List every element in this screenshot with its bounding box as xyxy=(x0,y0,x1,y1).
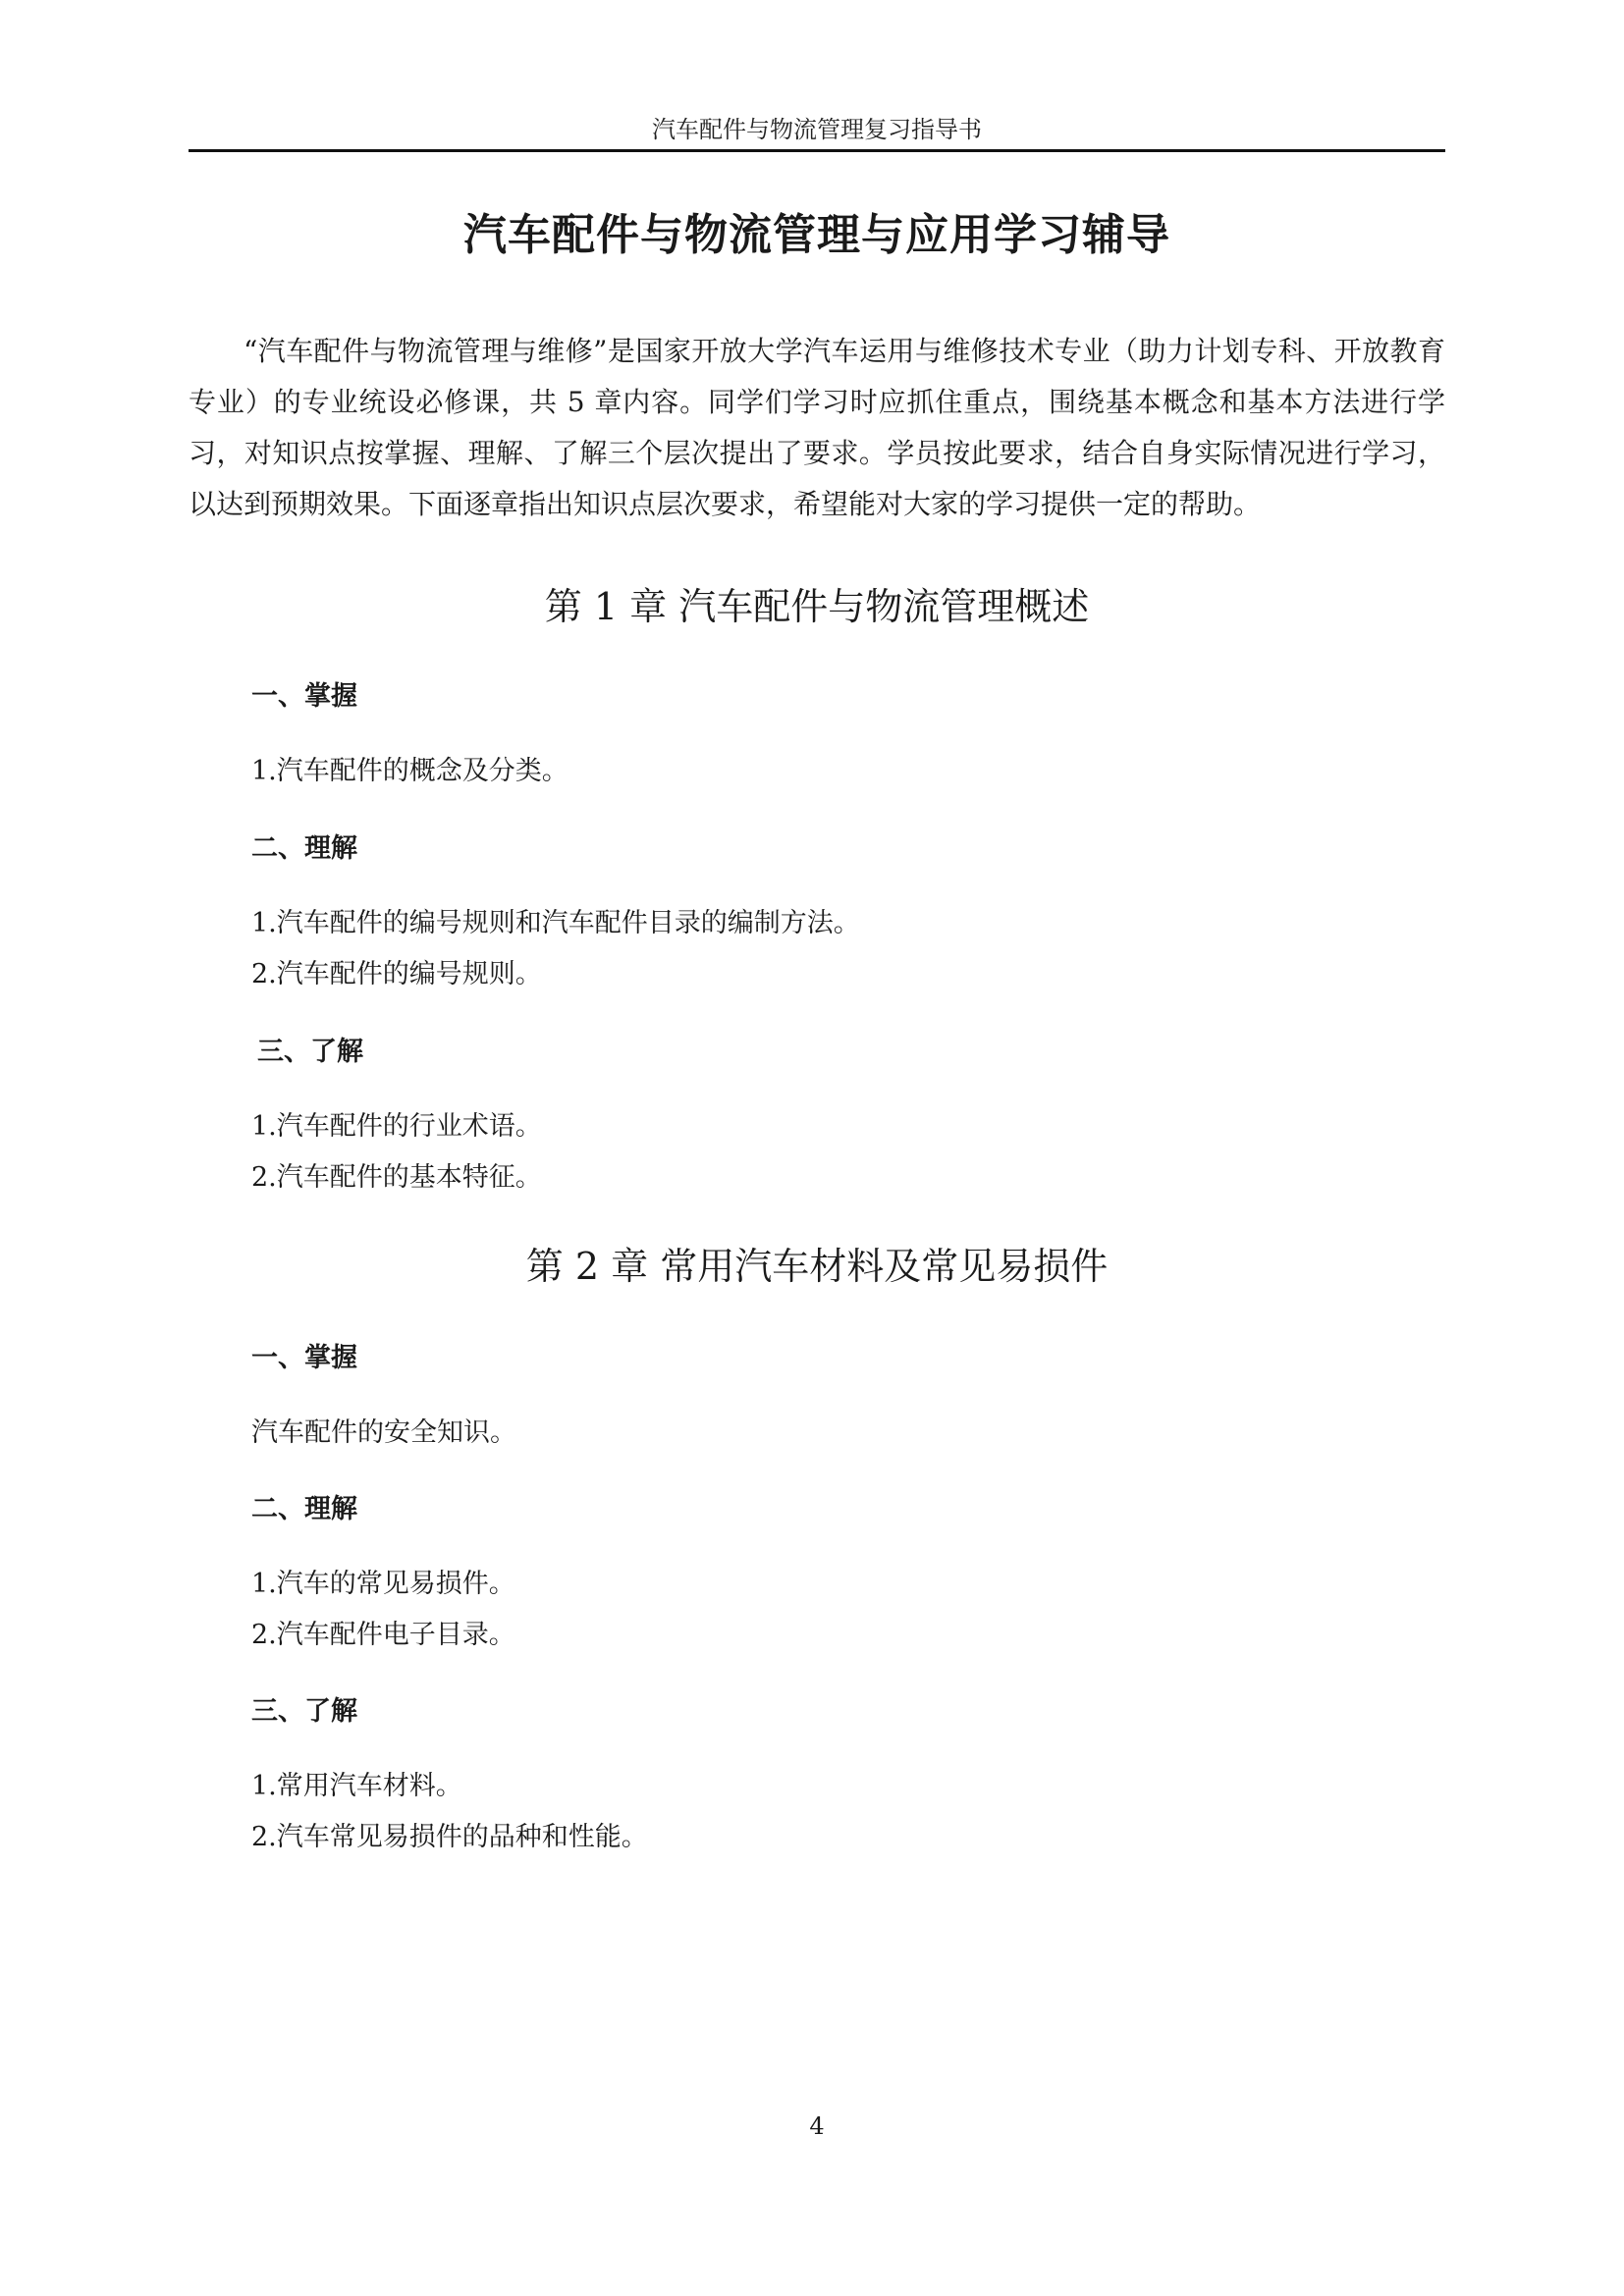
document-title: 汽车配件与物流管理与应用学习辅导 xyxy=(463,210,1170,260)
chapter-2-understand-label: 二、理解 xyxy=(251,1494,357,1524)
chapter-2-master-item-1: 汽车配件的安全知识。 xyxy=(251,1417,516,1448)
chapter-1-understand-label: 二、理解 xyxy=(251,833,357,864)
chapter-2-understand-item-1: 1.汽车的常见易损件。 xyxy=(251,1569,515,1599)
chapter-1-know-label: 三、了解 xyxy=(257,1037,363,1067)
chapter-1-master-label: 一、掌握 xyxy=(251,681,357,712)
intro-section xyxy=(189,326,1445,530)
chapter-2-know-item-2: 2.汽车常见易损件的品种和性能。 xyxy=(251,1822,648,1852)
header-rule xyxy=(189,149,1445,152)
running-header: 汽车配件与物流管理复习指导书 xyxy=(652,116,982,143)
page-number: 4 xyxy=(809,2112,825,2140)
intro-paragraph: “汽车配件与物流管理与维修”是国家开放大学汽车运用与维修技术专业（助力计划专科、开放教育专业）的专业统设必修课，共 5 章内容。同学们学习时应抓住重点，围绕基本概念和基本方法进行学习，对知识点按掌握、理解、了解三个层次提出了要求。学员按此要求，结合自身实际情况进行学习，以达到预期效果。下面逐章指出知识点层次要求，希望能对大家的学习提供一定的帮助。 xyxy=(189,335,1445,520)
chapter-1-understand-item-1: 1.汽车配件的编号规则和汽车配件目录的编制方法。 xyxy=(251,908,860,938)
chapter-1-know-item-2: 2.汽车配件的基本特征。 xyxy=(251,1162,542,1193)
chapter-2-know-label: 三、了解 xyxy=(251,1696,357,1727)
chapter-2-know-item-1: 1.常用汽车材料。 xyxy=(251,1771,462,1801)
chapter-1-heading: 第 1 章 汽车配件与物流管理概述 xyxy=(544,585,1090,628)
chapter-1-understand-item-2: 2.汽车配件的编号规则。 xyxy=(251,959,542,989)
chapter-2-master-label: 一、掌握 xyxy=(251,1343,357,1373)
chapter-2-understand-item-2: 2.汽车配件电子目录。 xyxy=(251,1620,515,1650)
chapter-2-heading: 第 2 章 常用汽车材料及常见易损件 xyxy=(525,1245,1109,1288)
chapter-1-master-item-1: 1.汽车配件的概念及分类。 xyxy=(251,756,568,786)
chapter-1-know-item-1: 1.汽车配件的行业术语。 xyxy=(251,1111,542,1142)
